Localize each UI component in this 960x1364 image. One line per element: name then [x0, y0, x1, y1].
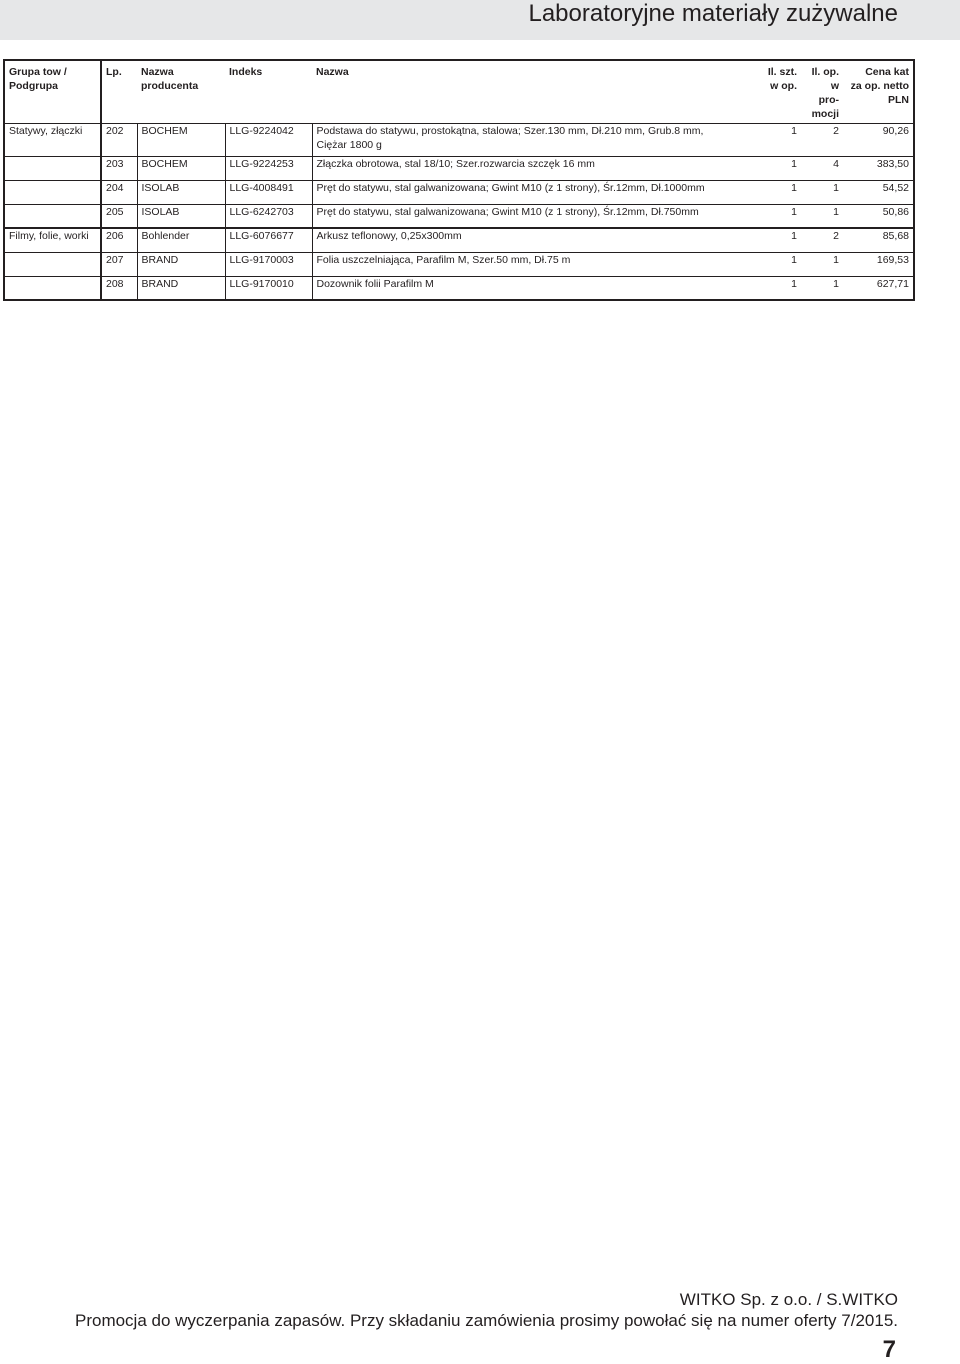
header-lp-label: Lp.: [106, 66, 122, 78]
producer-cell: BRAND: [137, 252, 225, 276]
price-cell: 90,26: [843, 123, 914, 156]
table-row: [4, 123, 914, 156]
qty-cell: 1: [791, 277, 797, 290]
header-name: [312, 60, 759, 123]
product-name-line: Podstawa do statywu, prostokątna, stalowa; Szer.130 mm, Dł.210 mm, Grub.8 mm,: [316, 124, 704, 137]
header-lp: [101, 60, 137, 123]
lp-cell: 206: [101, 228, 137, 252]
footer-note: Promocja do wyczerpania zapasów. Przy składaniu zamówienia prosimy powołać się na numer oferty 7/2015.: [74, 1311, 898, 1330]
price-cell: 169,53: [843, 252, 914, 276]
header-price-line: za op. netto: [850, 80, 909, 92]
index-cell: LLG-9224253: [225, 156, 312, 180]
header-price: [843, 60, 914, 123]
product-name-cell: [312, 204, 759, 228]
product-name-cell: [312, 123, 759, 156]
promo-cell: 2: [833, 124, 839, 137]
lp-cell: 207: [101, 252, 137, 276]
producer-cell: BOCHEM: [137, 123, 225, 156]
header-producer-line: producenta: [141, 80, 199, 92]
qty-cell: 1: [791, 181, 797, 194]
table-row: [4, 156, 914, 180]
lp-cell: 208: [101, 276, 137, 300]
header-promo-line: w: [830, 80, 839, 92]
product-name-cell: [312, 228, 759, 252]
table-row: [4, 228, 914, 252]
product-name-cell: [312, 276, 759, 300]
page-title: Laboratoryjne materiały zużywalne: [528, 0, 898, 27]
footer-company: WITKO Sp. z o.o. / S.WITKO: [679, 1290, 898, 1309]
product-name-cell: [312, 252, 759, 276]
lp-cell: 203: [101, 156, 137, 180]
header-producer: [137, 60, 225, 123]
index-cell: LLG-9170010: [225, 276, 312, 300]
header-group: [4, 60, 101, 123]
product-name-cell: [312, 156, 759, 180]
price-cell: 54,52: [843, 180, 914, 204]
products-table: [3, 59, 915, 301]
table-header-row: [4, 60, 914, 123]
table-row: [4, 252, 914, 276]
price-cell: 383,50: [843, 156, 914, 180]
price-cell: 50,86: [843, 204, 914, 228]
table-row: [4, 204, 914, 228]
promo-cell: 4: [833, 157, 839, 170]
promo-cell: 2: [833, 230, 839, 242]
qty-cell: 1: [791, 124, 797, 137]
group-cell: [4, 204, 101, 228]
product-name-line: Arkusz teflonowy, 0,25x300mm: [316, 230, 462, 242]
product-name-line: Ciężar 1800 g: [316, 138, 382, 151]
index-cell: LLG-9170003: [225, 252, 312, 276]
header-price-line: Cena kat: [865, 66, 909, 78]
header-group-line: Podgrupa: [9, 80, 58, 92]
promo-cell: 1: [833, 277, 839, 290]
header-price-line: PLN: [888, 94, 909, 106]
header-promo: [801, 60, 843, 123]
group-cell: [4, 252, 101, 276]
header-producer-line: Nazwa: [141, 66, 174, 78]
product-name-line: Pręt do statywu, stal galwanizowana; Gwint M10 (z 1 strony), Śr.12mm, Dł.750mm: [316, 205, 699, 218]
promo-cell: 1: [833, 181, 839, 194]
header-index-label: Indeks: [229, 66, 263, 78]
qty-cell: 1: [791, 157, 797, 170]
header-promo-line: mocji: [811, 108, 839, 120]
group-cell: [4, 276, 101, 300]
header-qty-line: w op.: [770, 80, 797, 92]
producer-cell: BRAND: [137, 276, 225, 300]
producer-cell: Bohlender: [137, 228, 225, 252]
producer-cell: ISOLAB: [137, 204, 225, 228]
group-cell: Statywy, złączki: [4, 123, 101, 156]
header-promo-line: Il. op.: [811, 66, 839, 78]
producer-cell: BOCHEM: [137, 156, 225, 180]
product-name-cell: [312, 180, 759, 204]
producer-cell: ISOLAB: [137, 180, 225, 204]
header-index: [225, 60, 312, 123]
product-name-line: Folia uszczelniająca, Parafilm M, Szer.50 mm, Dł.75 m: [316, 253, 571, 266]
lp-cell: 205: [101, 204, 137, 228]
group-cell: Filmy, folie, worki: [4, 228, 101, 252]
product-name-line: Dozownik folii Parafilm M: [316, 277, 434, 290]
table-row: [4, 276, 914, 300]
header-promo-line: pro-: [818, 94, 839, 106]
index-cell: LLG-4008491: [225, 180, 312, 204]
index-cell: LLG-9224042: [225, 123, 312, 156]
header-qty: [759, 60, 801, 123]
group-cell: [4, 180, 101, 204]
lp-cell: 204: [101, 180, 137, 204]
page-number: 7: [882, 1336, 896, 1363]
table-row: [4, 180, 914, 204]
price-cell: 85,68: [843, 228, 914, 252]
header-name-label: Nazwa: [316, 66, 349, 78]
group-cell: [4, 156, 101, 180]
qty-cell: 1: [791, 253, 797, 266]
qty-cell: 1: [791, 230, 797, 242]
index-cell: LLG-6242703: [225, 204, 312, 228]
header-qty-line: Il. szt.: [767, 66, 797, 78]
product-name-line: Pręt do statywu, stal galwanizowana; Gwint M10 (z 1 strony), Śr.12mm, Dł.1000mm: [316, 181, 705, 194]
promo-cell: 1: [833, 253, 839, 266]
promo-cell: 1: [833, 205, 839, 218]
qty-cell: 1: [791, 205, 797, 218]
product-name-line: Złączka obrotowa, stal 18/10; Szer.rozwarcia szczęk 16 mm: [316, 157, 595, 170]
index-cell: LLG-6076677: [225, 228, 312, 252]
header-group-line: Grupa tow /: [9, 66, 67, 78]
lp-cell: 202: [101, 123, 137, 156]
price-cell: 627,71: [843, 276, 914, 300]
